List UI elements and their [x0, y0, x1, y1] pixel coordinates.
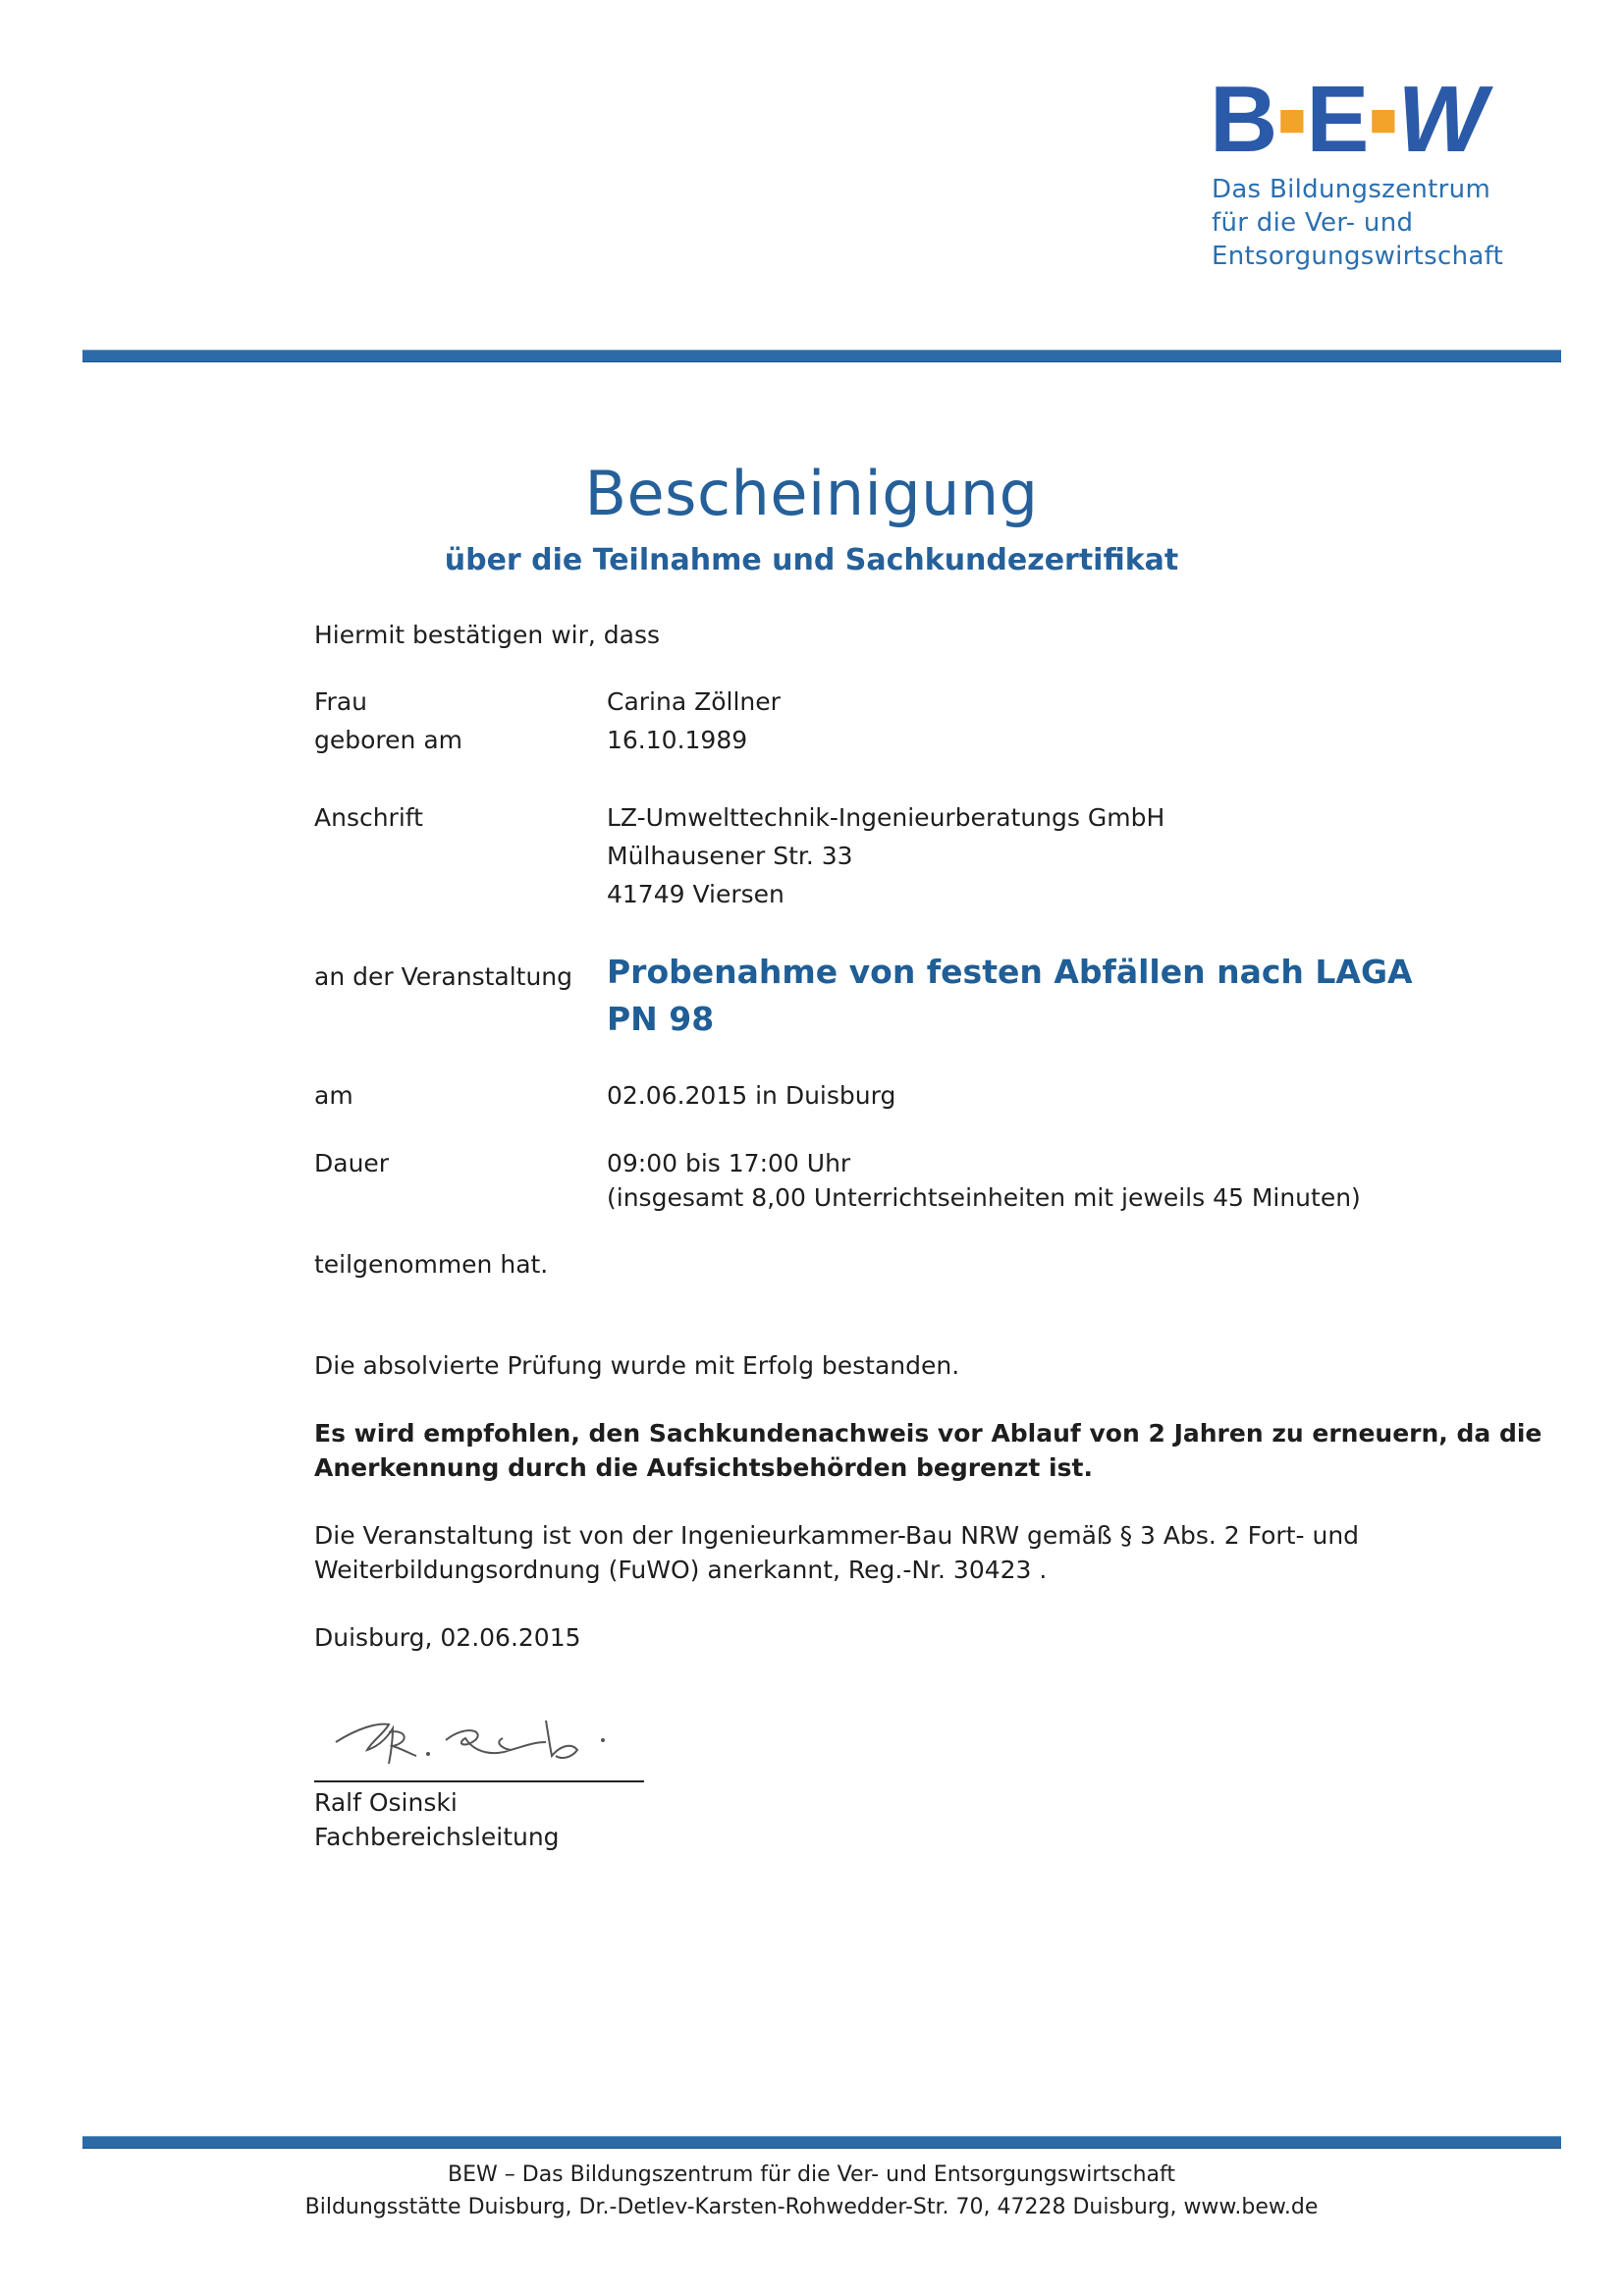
participated-text: teilgenommen hat. — [314, 1250, 549, 1279]
address-line: LZ-Umwelttechnik-Ingenieurberatungs GmbH — [607, 803, 1165, 832]
footer — [0, 2159, 1623, 2223]
duration-line: 09:00 bis 17:00 Uhr — [607, 1149, 851, 1177]
recommendation-line: Anerkennung durch die Aufsichtsbehörden begrenzt ist. — [314, 1453, 1093, 1482]
event-title — [607, 949, 1413, 1043]
footer-divider — [82, 2136, 1561, 2149]
place-date: Duisburg, 02.06.2015 — [314, 1623, 581, 1652]
recommendation-line: Es wird empfohlen, den Sachkundenachweis vor Ablauf von 2 Jahren zu erneuern, da die — [314, 1419, 1542, 1448]
signatory-role: Fachbereichsleitung — [314, 1823, 560, 1851]
salutation-label: Frau — [314, 687, 368, 716]
event-title-line: Probenahme von festen Abfällen nach LAGA — [607, 953, 1413, 991]
signatory-name: Ralf Osinski — [314, 1788, 458, 1817]
address-line: 41749 Viersen — [607, 880, 784, 908]
birth-label: geboren am — [314, 726, 462, 754]
document-title: Bescheinigung — [584, 458, 1039, 529]
signature-line — [314, 1780, 644, 1782]
tagline-line: Entsorgungswirtschaft — [1212, 242, 1504, 271]
bew-logo-mark — [1210, 67, 1524, 172]
tagline-line: Das Bildungszentrum — [1212, 175, 1491, 204]
address-line: Mülhausener Str. 33 — [607, 842, 853, 870]
date-label: am — [314, 1081, 353, 1110]
footer-line: BEW – Das Bildungszentrum für die Ver- und Entsorgungswirtschaft — [448, 2162, 1175, 2187]
duration-line: (insgesamt 8,00 Unterrichtseinheiten mit jeweils 45 Minuten) — [607, 1183, 1361, 1212]
accreditation-line: Die Veranstaltung ist von der Ingenieurkammer-Bau NRW gemäß § 3 Abs. 2 Fort- und — [314, 1521, 1360, 1550]
document-subtitle: über die Teilnahme und Sachkundezertifikat — [444, 543, 1179, 577]
participant-name: Carina Zöllner — [607, 687, 781, 716]
accreditation-line: Weiterbildungsordnung (FuWO) anerkannt, Reg.-Nr. 30423 . — [314, 1556, 1048, 1584]
handwritten-signature — [328, 1699, 622, 1777]
logo-dot: ■ — [1277, 94, 1305, 146]
logo-tagline — [1212, 173, 1503, 273]
birth-date: 16.10.1989 — [607, 726, 748, 754]
logo-letter-e: E — [1306, 67, 1368, 172]
logo-dot: ■ — [1369, 94, 1396, 146]
header-divider — [82, 350, 1561, 362]
duration-label: Dauer — [314, 1149, 390, 1177]
bew-logo — [1210, 67, 1524, 172]
event-label: an der Veranstaltung — [314, 962, 573, 991]
event-title-line: PN 98 — [607, 1000, 715, 1038]
tagline-line: für die Ver- und — [1212, 208, 1414, 238]
address-label: Anschrift — [314, 803, 423, 832]
logo-letter-b: B — [1210, 67, 1276, 172]
logo-letter-w: W — [1397, 67, 1485, 172]
exam-result: Die absolvierte Prüfung wurde mit Erfolg bestanden. — [314, 1351, 960, 1380]
event-date: 02.06.2015 in Duisburg — [607, 1081, 896, 1110]
intro-text: Hiermit bestätigen wir, dass — [314, 621, 661, 649]
footer-line: Bildungsstätte Duisburg, Dr.-Detlev-Karsten-Rohwedder-Str. 70, 47228 Duisburg, www.bew.de — [304, 2195, 1319, 2219]
